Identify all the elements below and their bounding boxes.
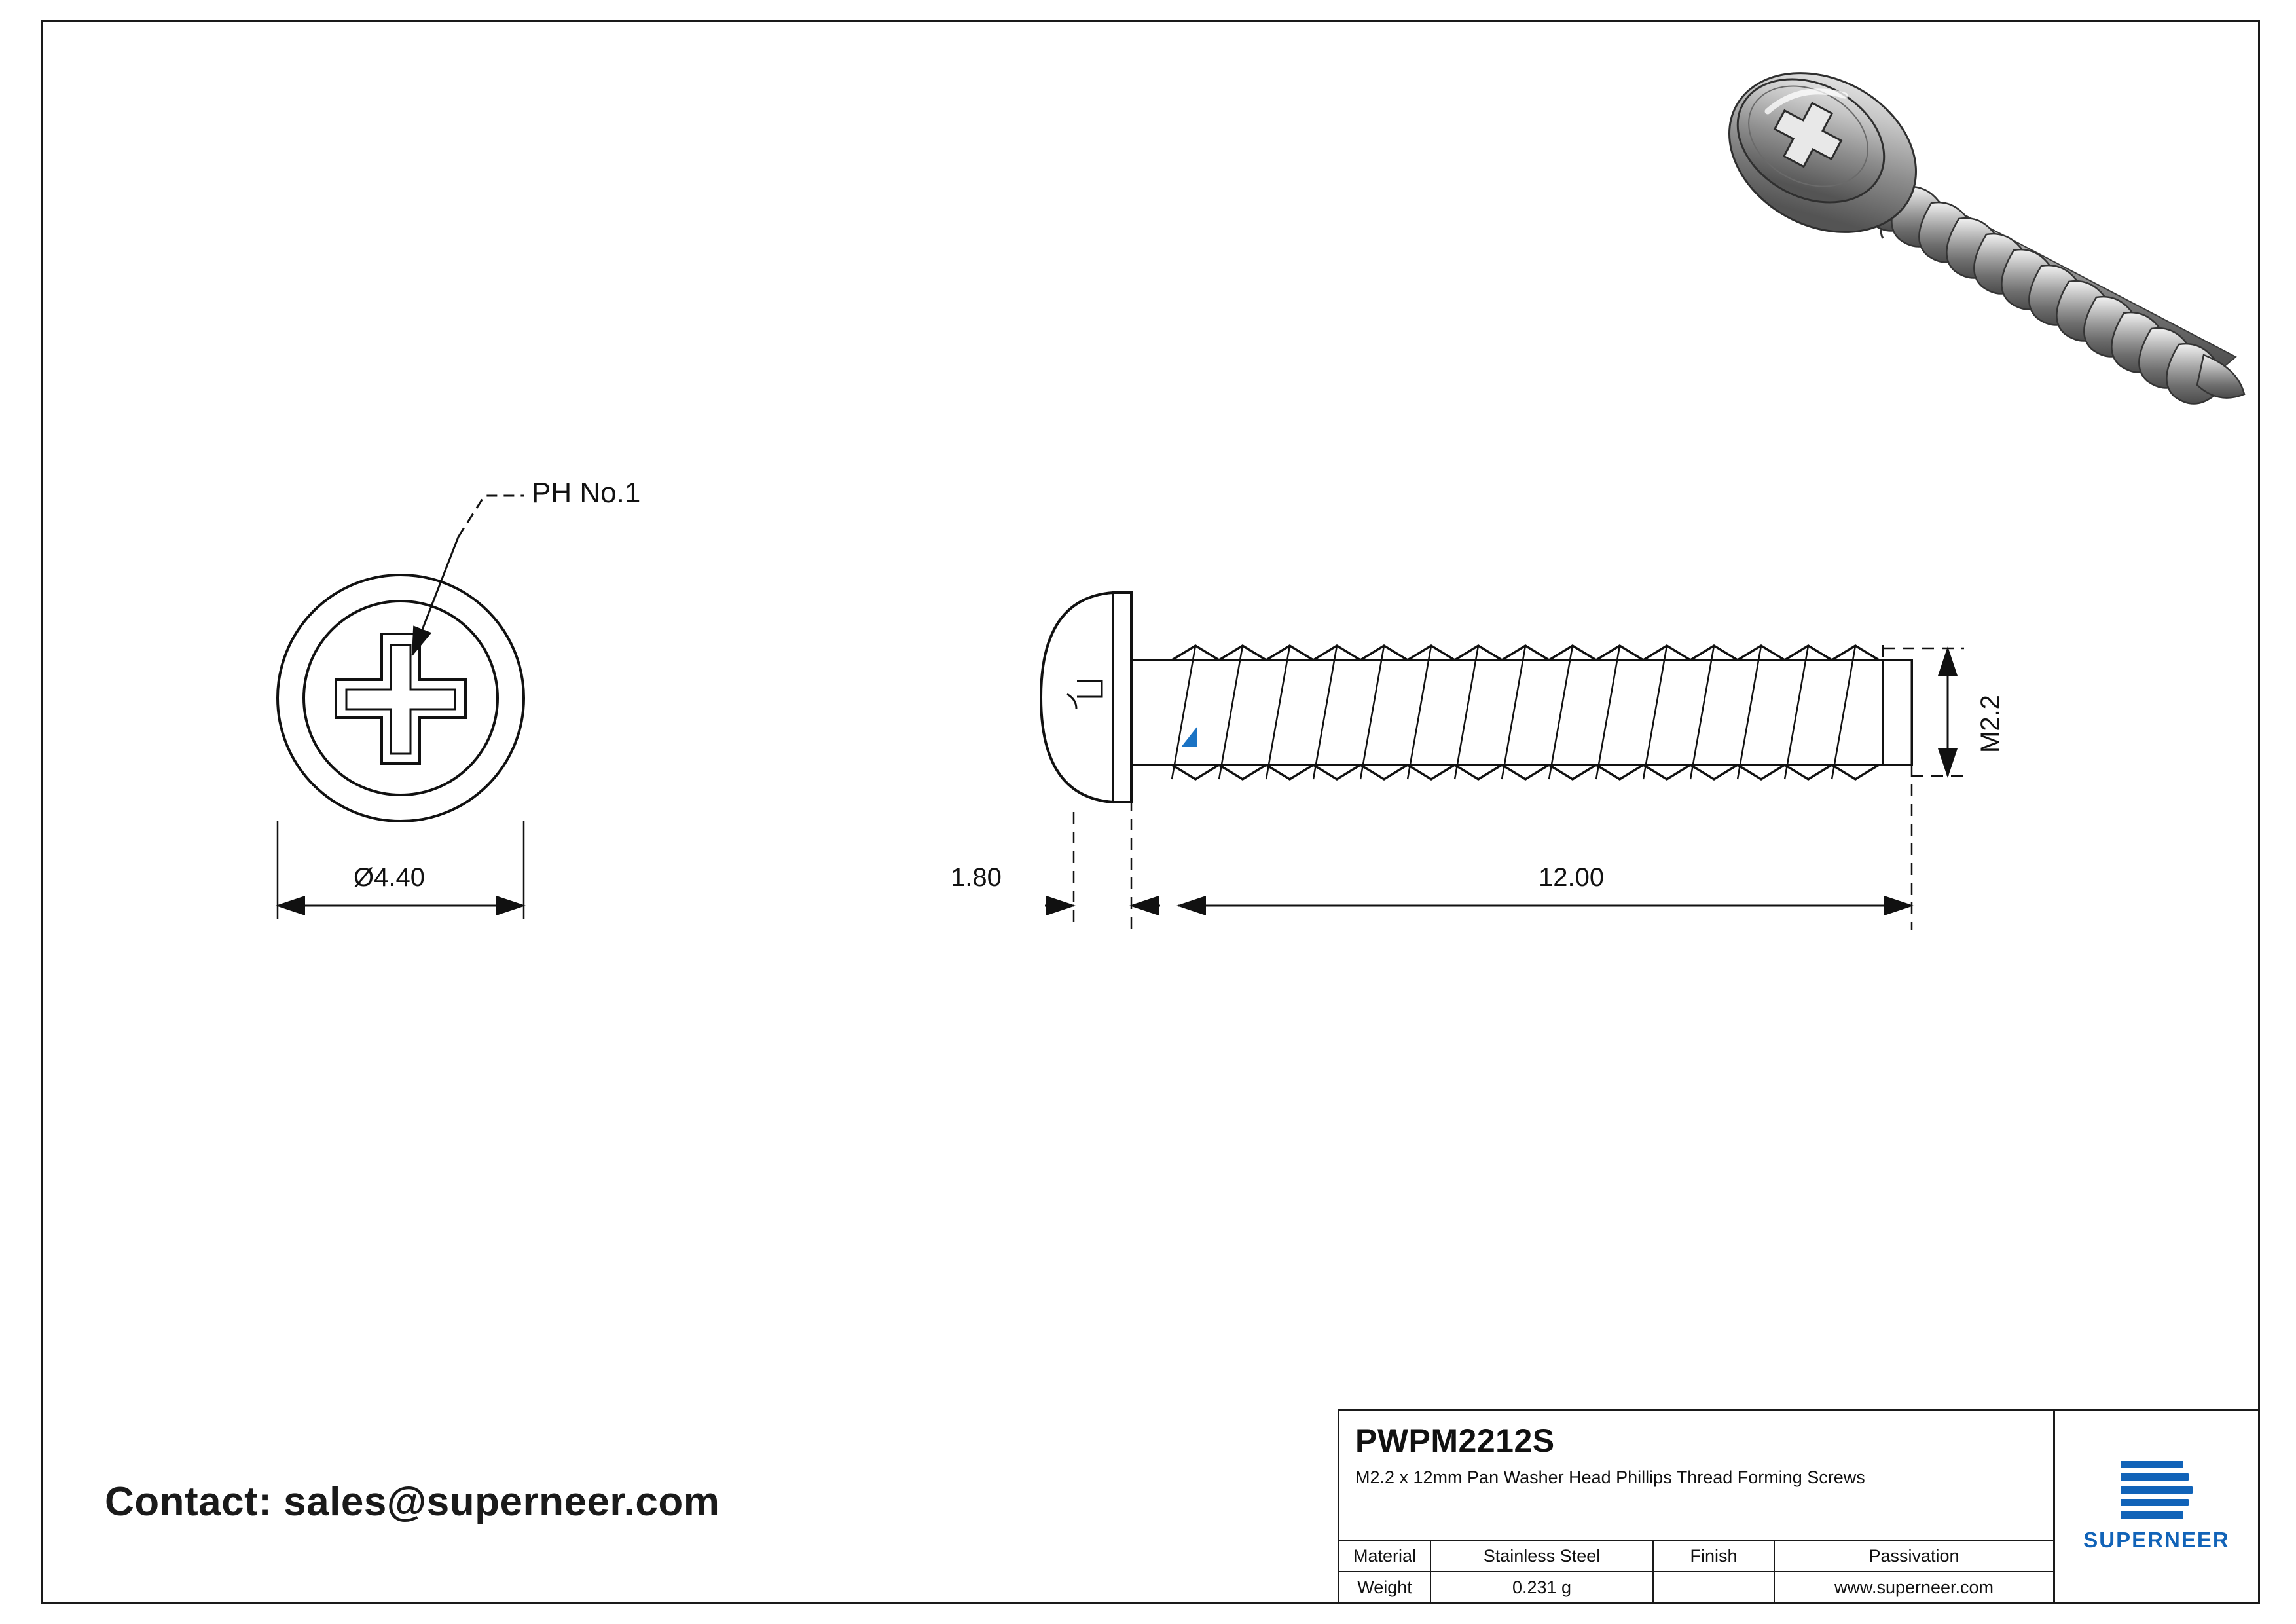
head-height-dimension: 1.80 — [951, 863, 1002, 892]
part-description: M2.2 x 12mm Pan Washer Head Phillips Thread Forming Screws — [1355, 1467, 1865, 1487]
empty-cell — [1653, 1572, 1774, 1602]
title-block — [1338, 1409, 2260, 1604]
material-value: Stainless Steel — [1430, 1540, 1653, 1572]
table-row — [1339, 1540, 2053, 1572]
sheet-border — [41, 20, 2260, 1604]
table-row — [1339, 1572, 2053, 1602]
weight-label: Weight — [1339, 1572, 1430, 1602]
logo-icon — [2121, 1461, 2193, 1519]
title-block-info — [1339, 1411, 2055, 1602]
contact-text: Contact: sales@superneer.com — [105, 1479, 720, 1524]
material-label: Material — [1339, 1540, 1430, 1572]
part-number: PWPM2212S — [1355, 1422, 1555, 1459]
finish-value: Passivation — [1774, 1540, 2053, 1572]
finish-label: Finish — [1653, 1540, 1774, 1572]
spec-table — [1339, 1540, 2053, 1602]
brand-logo — [2055, 1411, 2258, 1602]
thread-size-dimension: M2.2 — [1976, 695, 2005, 753]
length-dimension: 12.00 — [1539, 863, 1605, 892]
head-diameter-dimension: Ø4.40 — [354, 863, 425, 892]
driver-type-callout: PH No.1 — [532, 477, 641, 509]
logo-wordmark: SUPERNEER — [2083, 1528, 2230, 1552]
weight-value: 0.231 g — [1430, 1572, 1653, 1602]
website-link[interactable]: www.superneer.com — [1774, 1572, 2053, 1602]
